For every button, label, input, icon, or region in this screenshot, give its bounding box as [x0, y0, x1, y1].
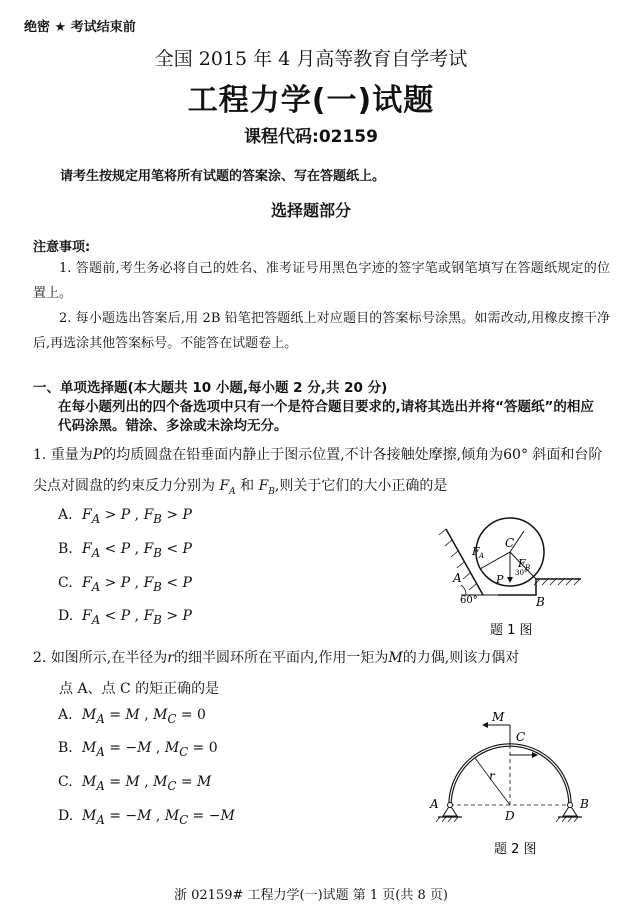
- q1-text-4: ,则关于它们的大小正确的是: [274, 478, 448, 494]
- ma-val: M: [125, 774, 140, 790]
- q1-number: 1.: [33, 447, 47, 463]
- q2-text-2: 的细半圆环所在平面内,作用一矩为: [173, 650, 389, 666]
- option-letter: C.: [58, 575, 73, 591]
- option-letter: A.: [58, 507, 73, 523]
- angle-arc: [461, 585, 466, 595]
- label-m: M: [492, 710, 505, 724]
- ground-a-hatch: [436, 817, 458, 822]
- mc-val: 0: [208, 740, 218, 756]
- q2-option-c: C. $M_A = M$ , $M_C = M$: [58, 774, 212, 793]
- q1-p: P: [92, 447, 103, 463]
- op: >: [166, 608, 179, 624]
- label-fb: F: [518, 557, 526, 570]
- q1-text-3: 和: [240, 478, 255, 494]
- label-fb-sub: B: [525, 564, 531, 572]
- q2-line-2: 点 A、点 C 的矩正确的是: [59, 681, 220, 697]
- op: >: [166, 507, 179, 523]
- op: <: [166, 575, 179, 591]
- figure-1: [436, 507, 586, 647]
- q1-text-2: 的均质圆盘在铅垂面内静止于图示位置,不计各接触处摩擦,倾角为60° 斜面和台阶尖点对圆盘的约束反力分别为: [33, 447, 603, 494]
- op: >: [104, 507, 117, 523]
- figure-2-caption: 题 2 图: [494, 842, 537, 857]
- label-p: P: [496, 573, 504, 586]
- part-title: 选择题部分: [270, 201, 351, 220]
- mc-val: M: [197, 774, 212, 790]
- q2-option-d: D. $M_A = -M$ , $M_C = -M$: [58, 808, 235, 827]
- q2-option-b: B. $M_A = -M$ , $M_C = 0$: [58, 740, 218, 759]
- ground-b-hatch: [556, 817, 578, 822]
- note-2: 2. 每小题选出答案后,用 2B 铅笔把答题纸上对应题目的答案标号涂黑。如需改动,用橡皮擦干净后,再选涂其他答案标号。不能答在试题卷上。: [33, 311, 610, 351]
- label-r: r: [489, 769, 495, 783]
- q1-text-1: 重量为: [50, 447, 93, 463]
- figure-2: [426, 708, 596, 863]
- label-c: C: [505, 536, 515, 550]
- couple-arrowhead-left: [482, 722, 488, 728]
- step-hatch: [534, 579, 580, 585]
- page-footer: 浙 02159# 工程力学(一)试题 第 1 页(共 8 页): [173, 888, 448, 903]
- option-letter: B.: [58, 740, 73, 756]
- section-title: 一、单项选择题(本大题共 10 小题,每小题 2 分,共 20 分): [33, 380, 388, 396]
- option-letter: B.: [58, 541, 73, 557]
- label-d: D: [505, 809, 515, 823]
- ma-val: −M: [125, 740, 152, 756]
- q1-option-a: A. $F_A > P$ , $F_B > P$: [58, 507, 192, 526]
- label-a: A: [430, 797, 439, 811]
- option-letter: C.: [58, 774, 73, 790]
- option-letter: D.: [58, 608, 74, 624]
- fa-arrow: [480, 552, 510, 569]
- section-desc: 在每小题列出的四个备选项中只有一个是符合题目要求的,请将其选出并将“答题纸”的相应代码涂黑。错涂、多涂或未涂均无分。: [58, 399, 594, 434]
- exam-name: 全国 2015 年 4 月高等教育自学考试: [154, 48, 468, 70]
- label-c: C: [516, 730, 526, 744]
- mc-val: −M: [208, 808, 235, 824]
- course-code: 课程代码:02159: [244, 127, 378, 147]
- q2-option-a: A. $M_A = M$ , $M_C = 0$: [58, 707, 206, 726]
- q1-option-b: B. $F_A < P$ , $F_B < P$: [58, 541, 192, 560]
- note-1: 1. 答题前,考生务必将自己的姓名、准考证号用黑色字迹的签字笔或钢笔填写在答题纸规定的位置上。: [33, 261, 610, 301]
- op: <: [104, 608, 117, 624]
- q1-fb: F: [258, 478, 269, 494]
- label-b: B: [580, 797, 589, 811]
- question-1: [33, 440, 610, 508]
- op: <: [104, 541, 117, 557]
- q2-m: M: [388, 650, 403, 666]
- label-b: B: [536, 595, 545, 609]
- label-fa: F: [472, 545, 480, 558]
- pin-b: [568, 803, 573, 808]
- q1-option-c: C. $F_A > P$ , $F_B < P$: [58, 575, 192, 594]
- page-title: 工程力学(一)试题: [187, 83, 435, 118]
- question-2: [33, 643, 610, 705]
- notes-heading: 注意事项:: [33, 240, 91, 255]
- confidential-label: 绝密 ★ 考试结束前: [24, 20, 136, 35]
- instruction: 请考生按规定用笔将所有试题的答案涂、写在答题纸上。: [60, 169, 386, 184]
- label-fa-sub: A: [479, 552, 485, 560]
- q1-fa: F: [219, 478, 230, 494]
- mc-val: 0: [197, 707, 206, 723]
- pin-a: [448, 803, 453, 808]
- q1-option-d: D. $F_A < P$ , $F_B > P$: [58, 608, 192, 627]
- option-letter: D.: [58, 808, 74, 824]
- q2-text-1: 如图所示,在半径为: [50, 650, 168, 666]
- ma-val: M: [125, 707, 140, 723]
- q1-fb-sub: B: [268, 486, 275, 497]
- ma-val: −M: [125, 808, 152, 824]
- q2-r: r: [167, 650, 174, 666]
- op: >: [104, 575, 117, 591]
- option-letter: A.: [58, 707, 73, 723]
- label-small-angle: 30°: [515, 569, 528, 577]
- q1-fa-sub: A: [229, 486, 236, 497]
- q2-text-3: 的力偶,则该力偶对: [402, 650, 520, 666]
- label-a: A: [453, 571, 462, 585]
- figure-1-caption: 题 1 图: [490, 623, 533, 638]
- q2-number: 2.: [33, 650, 47, 666]
- label-60: 60°: [460, 595, 478, 606]
- weight-arrowhead: [507, 577, 513, 583]
- op: <: [166, 541, 179, 557]
